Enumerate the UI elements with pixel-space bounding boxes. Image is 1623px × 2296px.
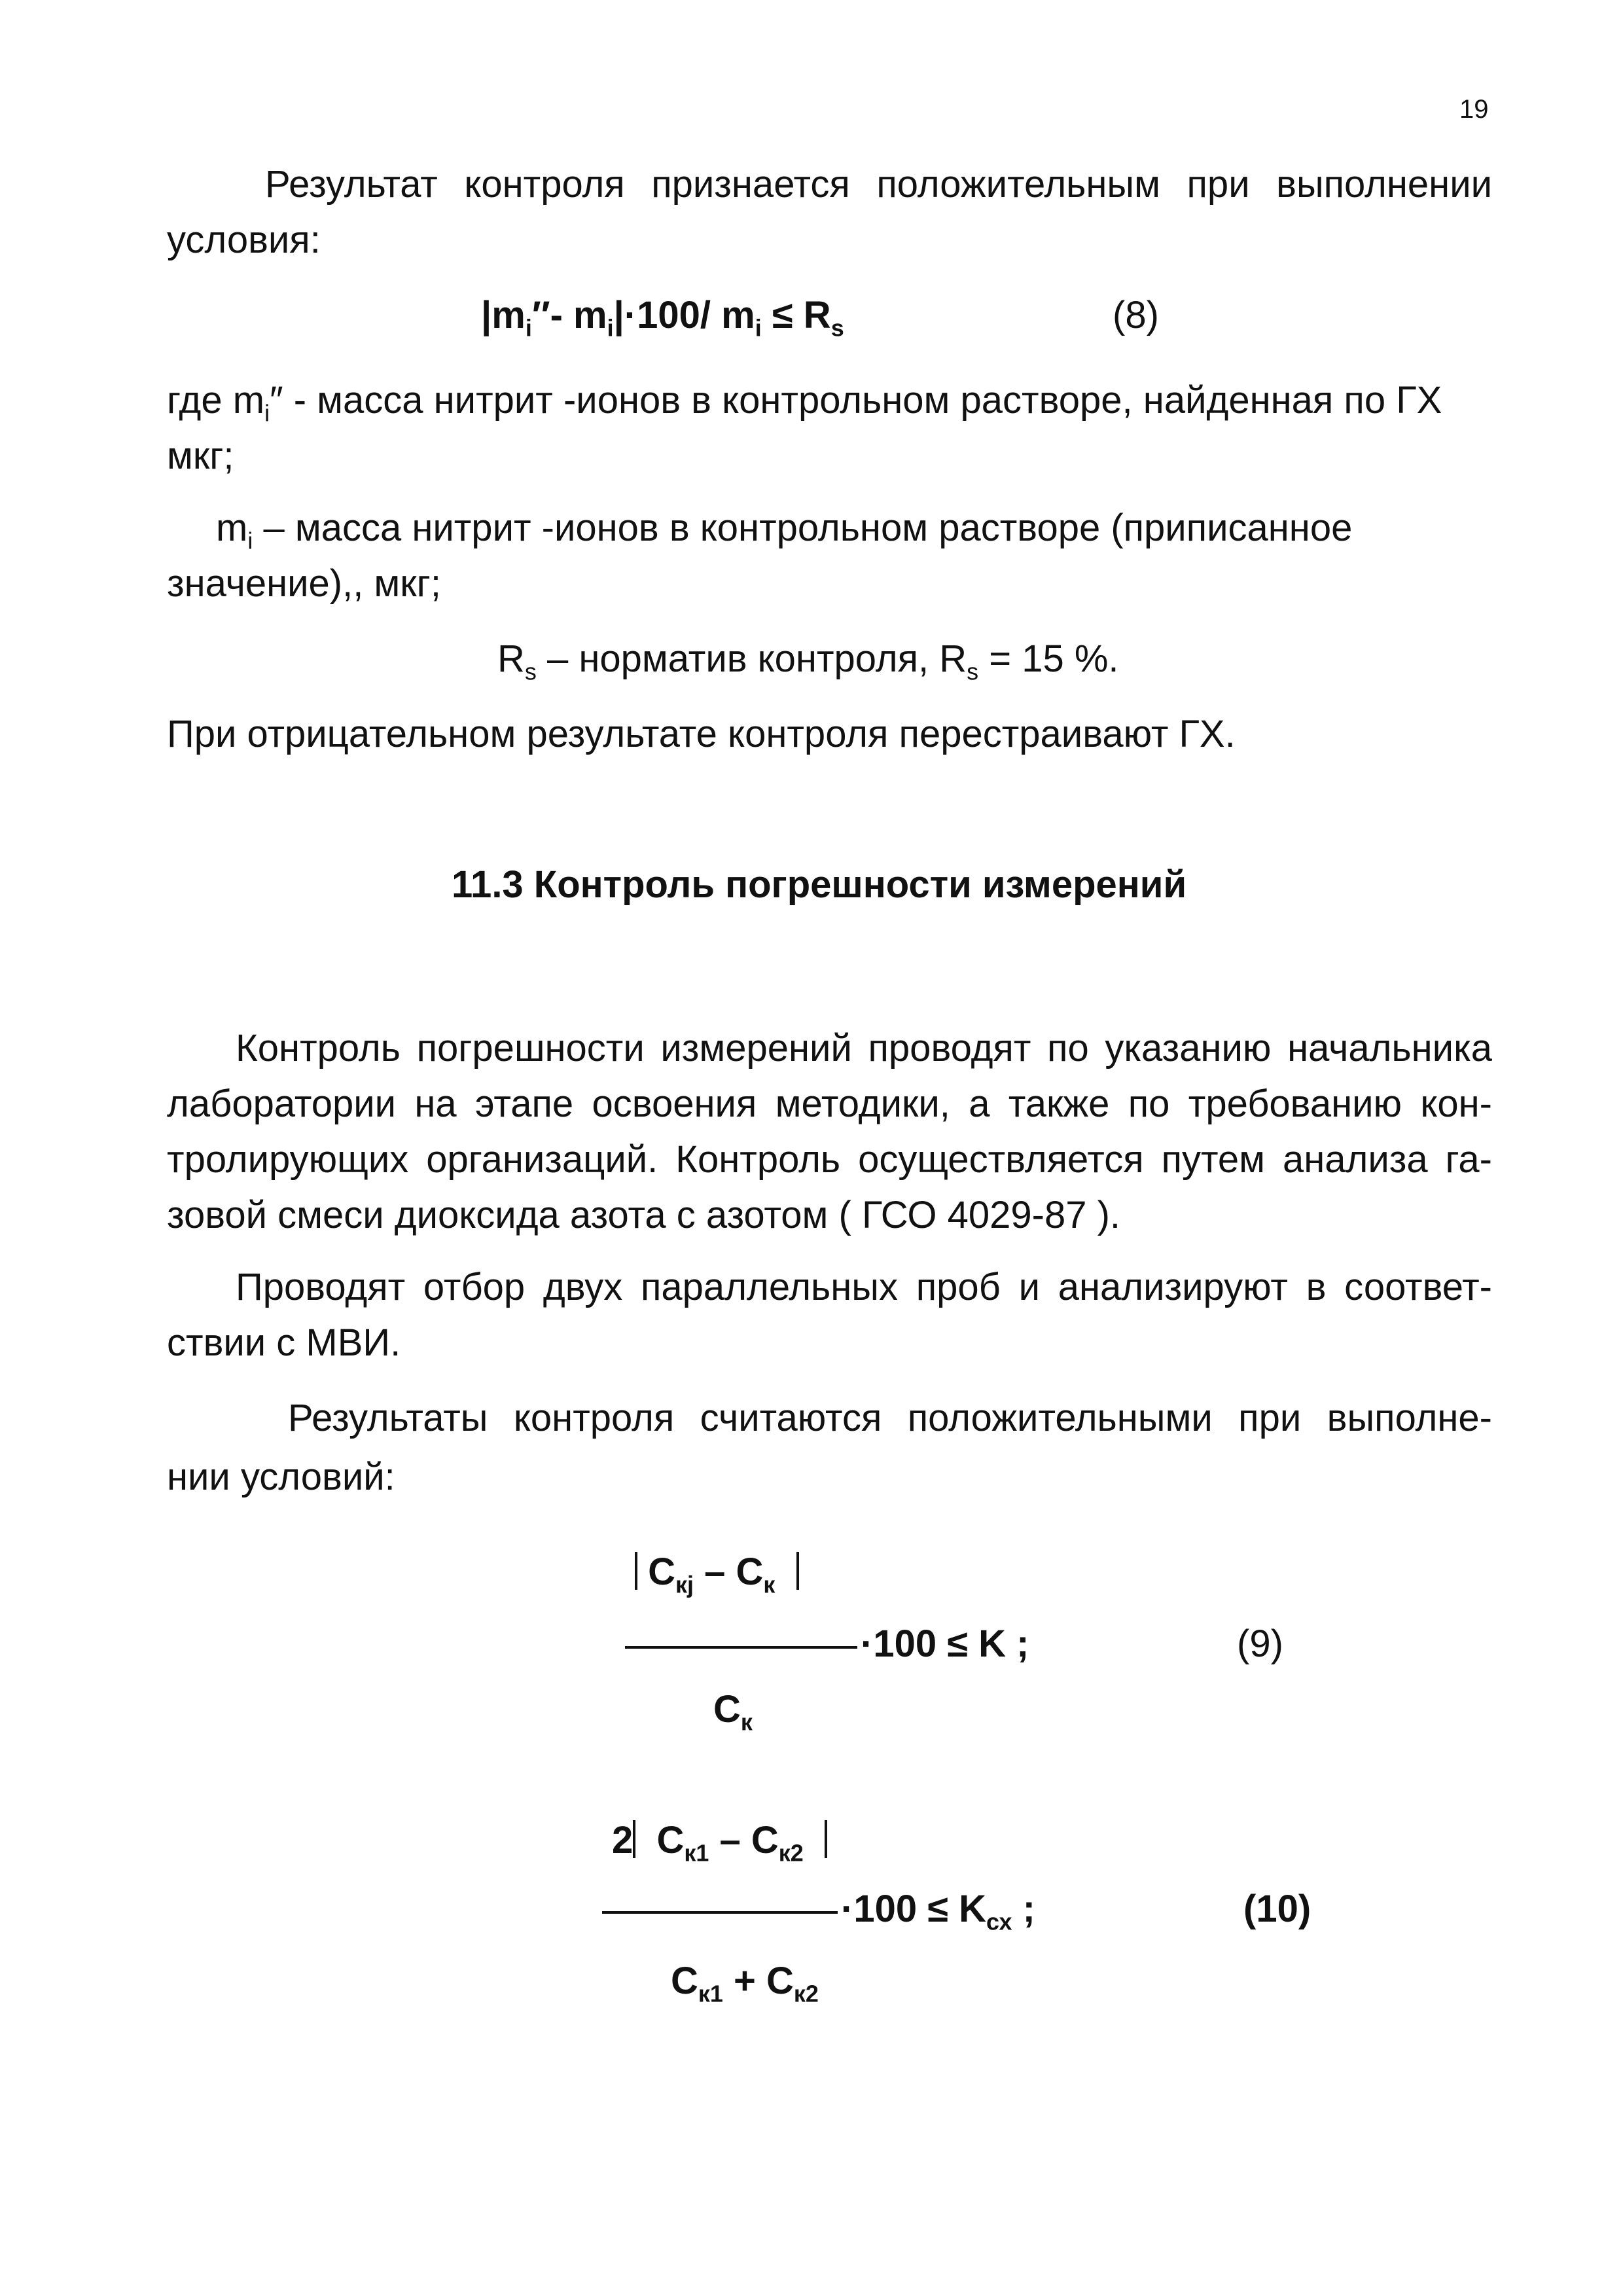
formula-10-fraction-line <box>602 1911 838 1914</box>
paragraph-results-line2: нии условий: <box>167 1456 395 1498</box>
formula-10-numerator: 2 $C_{к1} - C_{к2}$ <box>612 1813 827 1881</box>
page-number: 19 <box>1459 95 1489 124</box>
paragraph-negative-result: При отрицательном результате контроля перестраивают ГХ. <box>167 713 1236 755</box>
paragraph-control-line3: тролирующих организаций. Контроль осуществляется путем анализа га- <box>167 1138 1492 1181</box>
paragraph-control-line2: лаборатории на этапе освоения методики, а также по требованию кон- <box>167 1083 1492 1125</box>
definition-mi-line2: значение),, мкг; <box>167 562 441 605</box>
paragraph-results-line1: Результаты контроля считаются положительными при выполне- <box>288 1397 1492 1439</box>
section-heading: 11.3 Контроль погрешности измерений <box>452 863 1187 906</box>
definition-mi-prime-line1: где $m_i''$ - масса нитрит -ионов в контрольном растворе, найденная по ГХ <box>167 379 1442 427</box>
paragraph-condition-line2: условия: <box>167 219 321 261</box>
paragraph-control-line1: Контроль погрешности измерений проводят по указанию начальника <box>236 1027 1492 1069</box>
formula-8: $|m_i''-$ $m_i|\cdot 100/$ $m_i \le R_s$ <box>481 294 844 342</box>
formula-10-number: (10) <box>1243 1888 1311 1930</box>
formula-9-rhs: ·100 ≤ K ; <box>861 1623 1029 1665</box>
formula-9-fraction-line <box>625 1646 857 1649</box>
formula-9-denominator: $C_к$ <box>713 1688 753 1736</box>
definition-rs: $R_s$ – норматив контроля, $R_s = 15$ %. <box>497 637 1119 685</box>
paragraph-samples-line1: Проводят отбор двух параллельных проб и анализируют в соответ- <box>236 1266 1492 1308</box>
definition-mi-line1: $m_i$ – масса нитрит -ионов в контрольном растворе (приписанное <box>216 507 1353 554</box>
definition-mi-prime-line2: мкг; <box>167 435 234 477</box>
formula-10-rhs: $\cdot 100 \le K_{сх}$ ; <box>841 1888 1035 1935</box>
paragraph-samples-line2: ствии с МВИ. <box>167 1321 401 1364</box>
formula-10-denominator: $C_{к1} + C_{к2}$ <box>671 1960 819 2007</box>
formula-9-numerator: $C_{кj} - C_к$ <box>635 1545 799 1613</box>
formula-8-number: (8) <box>1113 294 1159 336</box>
formula-9-number: (9) <box>1237 1623 1283 1665</box>
paragraph-control-line4: зовой смеси диоксида азота с азотом ( ГСО 4029-87 ). <box>167 1194 1120 1236</box>
paragraph-condition-line1: Результат контроля признается положительным при выполнении <box>265 163 1492 206</box>
